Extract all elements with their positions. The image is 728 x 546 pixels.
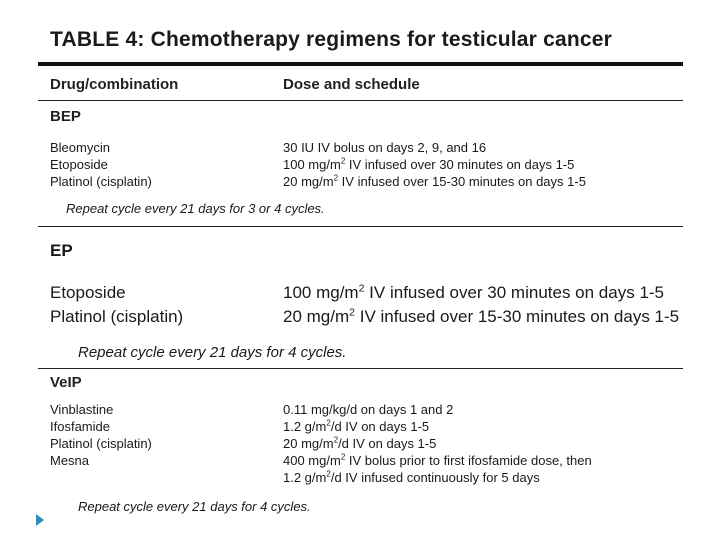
dose-cell: 30 IU IV bolus on days 2, 9, and 16 [283, 140, 487, 155]
dose-cell: 20 $mg/m^2$ IV infused over 15-30 minutes on days 1-5 [283, 173, 586, 189]
cycle-note: Repeat cycle every 21 days for 3 or 4 cycles. [66, 201, 325, 216]
dose-cell: 1.2 $g/m^2/d$ IV infused continuously for 5 days [283, 469, 540, 485]
section-heading-bep: BEP [50, 108, 81, 125]
section-rule [38, 368, 683, 369]
drug-cell: Vinblastine [50, 402, 114, 417]
drug-cell: Platinol (cisplatin) [50, 307, 184, 326]
dose-cell: 20 $mg/m^2$ IV infused over 15-30 minutes on days 1-5 [283, 306, 680, 326]
table-title: TABLE 4: Chemotherapy regimens for testicular cancer [50, 28, 612, 51]
section-heading-ep: EP [50, 241, 73, 260]
dose-cell: 20 $mg/m^2/d$ IV on days 1-5 [283, 435, 437, 451]
triangle-bullet-icon [36, 514, 44, 526]
drug-cell: Mesna [50, 453, 90, 468]
header-rule [38, 100, 683, 101]
section-heading-veip: VeIP [50, 374, 82, 391]
drug-cell: Bleomycin [50, 140, 110, 155]
drug-cell: Platinol (cisplatin) [50, 436, 152, 451]
cycle-note: Repeat cycle every 21 days for 4 cycles. [78, 499, 311, 514]
dose-cell: 100 $mg/m^2$ IV infused over 30 minutes on days 1-5 [283, 282, 665, 302]
dose-cell: 100 $mg/m^2$ IV infused over 30 minutes on days 1-5 [283, 156, 575, 172]
dose-cell: 400 $mg/m^2$ IV bolus prior to first ifosfamide dose, then [283, 452, 592, 468]
dose-cell: 1.2 $g/m^2/d$ IV on days 1-5 [283, 418, 430, 434]
drug-cell: Etoposide [50, 283, 126, 302]
drug-cell: Platinol (cisplatin) [50, 174, 152, 189]
column-header-dose: Dose and schedule [283, 76, 420, 93]
section-rule [38, 226, 683, 227]
dose-cell: 0.11 mg/kg/d on days 1 and 2 [283, 402, 454, 417]
drug-cell: Etoposide [50, 157, 108, 172]
column-header-drug: Drug/combination [50, 76, 179, 93]
cycle-note: Repeat cycle every 21 days for 4 cycles. [78, 344, 347, 361]
drug-cell: Ifosfamide [50, 419, 110, 434]
title-rule [38, 62, 683, 66]
